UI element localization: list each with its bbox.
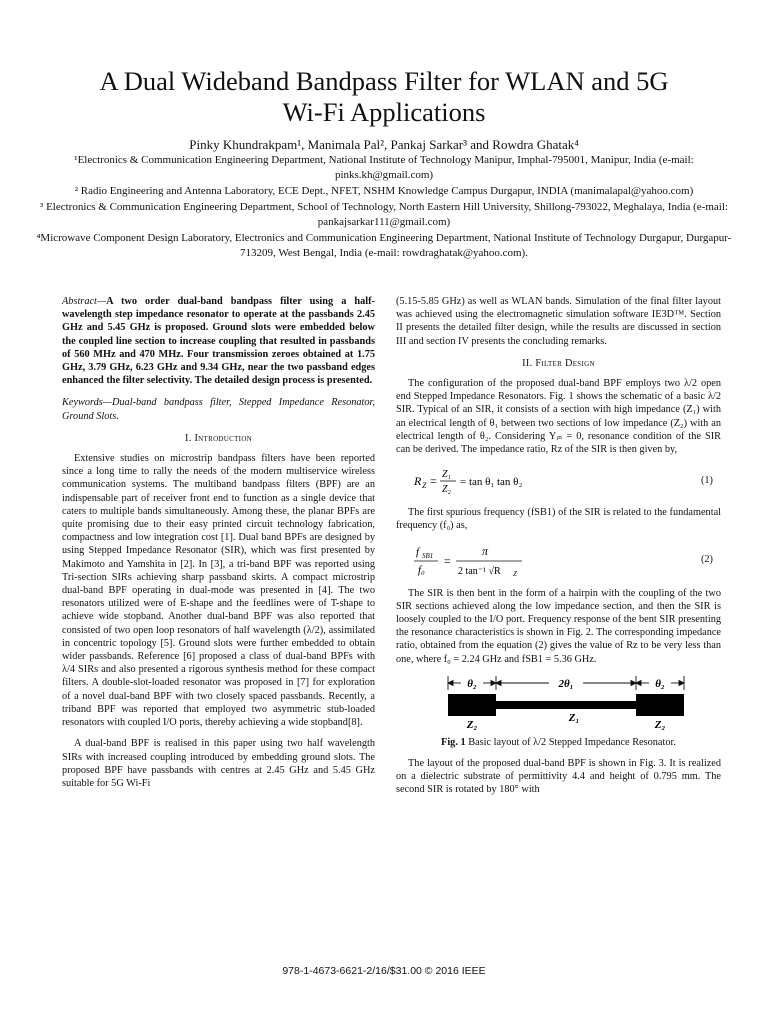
abstract-lead: Abstract— (62, 296, 107, 307)
z2-label-right: Z₂ (654, 718, 666, 730)
title-line-2: Wi-Fi Applications (282, 97, 486, 127)
right-paragraph-0: (5.15-5.85 GHz) as well as WLAN bands. Simulation of the final filter layout was achieved using the electromagnetic simulation software IE3D™. Section II presents the detailed filter design, while the results are discussed in section III and section IV presents the concluding remarks. (396, 296, 721, 347)
keywords (62, 396, 375, 422)
paper-title (30, 66, 738, 128)
abstract (62, 295, 375, 387)
section-heading-introduction: I. Introduction (184, 432, 253, 444)
z2-label-left: Z₂ (466, 718, 478, 730)
equation-1-formula (414, 466, 574, 496)
intro-paragraph-2: A dual-band BPF is realised in this paper using two half wavelength SIRs with increased coupling introduced by embedding ground slots. The proposed BPF have passbands with centres at 2.45 GHz and 5.45 GHz suitable for 5G Wi-Fi (62, 738, 375, 789)
dim-arrow (636, 680, 641, 685)
low-impedance-section-left (448, 694, 496, 716)
design-paragraph-3: The SIR is then bent in the form of a hairpin with the coupling of the two SIR sections achieved along the low impedance section, and then the SIR is loosely coupled to the I/O port. Frequency response of the bent SIR presenting the resonance characteristics is shown in Fig. 2. The corresponding impedance ratio, obtained from the equation (2) gives the value of Rz to be very less than one, where f₀ = 2.24 GHz and fSB1 = 5.36 GHz. (396, 587, 721, 665)
design-paragraph-2: The first spurious frequency (fSB1) of the SIR is related to the fundamental frequency (f₀) as, (396, 507, 721, 532)
author-list: Pinky Khundrakpam¹, Manimala Pal², Pankaj Sarkar³ and Rowdra Ghatak⁴ (189, 137, 579, 152)
section-heading-filter-design: II. Filter Design (522, 357, 595, 369)
intro-paragraph-1: Extensive studies on microstrip bandpass filters have been reported since a long time to rally the needs of the modern multiservice wireless communication systems. The multiband bandpass filters (BPF) are an indispensable part of receiver front end to function as a single device that caters to multiple bands simultaneously. Among these, the planar BPFs are quite promising due to their easy printed circuit technology fabrication, compactness and low integration cost [1]. Dual band BPFs are designed by using Stepped Impedance Resonator (SIR), which was first presented by Makimoto and Yamshita in [2]. In [3], a tri-band BPF was reported using Tri-section SIRs achieving sharp passband skirts. A compact microstrip dual-band BPF operating in dual-mode was presented in [4]. The two resonators utilized were of E-shape and the feedlines were of T-shape to achieve wide stopband. Another dual-band BPF was also reported that consisted of two open loop resonators of half wavelength (λ/2), assimilated in concentric topology [5]. Ground slots were further embedded to obtain wider passbands. Reference [6] proposed a class of dual-band BPFs with λ/4 SIRs and also presented a rigorous synthesis method for these compact filters. A double-slot-loaded resonator was proposed in [7] for exploration of a novel dual-band BPF with two closely spaced passbands. Recently, a triband BPF was reported that employed two asymmetric stub-loaded resonators with coupled I/O ports, thereby achieving a wide stopband[8]. (62, 453, 375, 729)
left-column (62, 295, 375, 790)
figure-1-caption (396, 736, 721, 749)
copyright-footer: 978-1-4673-6621-2/16/$31.00 © 2016 IEEE (282, 965, 486, 977)
figure-1-caption-text: Basic layout of λ/2 Stepped Impedance Resonator. (465, 736, 676, 748)
figure-1 (396, 674, 721, 730)
equation-1 (396, 466, 721, 496)
figure-1-caption-label: Fig. 1 (441, 736, 466, 748)
right-column (396, 295, 721, 797)
eq2-denominator-right: 2 tan⁻¹ √R (458, 565, 501, 577)
eq2-numerator-left: f (416, 545, 420, 558)
eq1-numerator: Z₁ (442, 469, 452, 481)
equation-2-formula (414, 543, 594, 577)
design-paragraph-4: The layout of the proposed dual-band BPF is shown in Fig. 3. It is realized on a dielectric substrate of permittivity 4.4 and height of 0.795 mm. The second SIR is rotated by 180° with (396, 758, 721, 796)
sir-schematic (446, 674, 686, 730)
eq2-numerator-left-sub: SB1 (422, 551, 434, 560)
dim-arrow (679, 680, 684, 685)
affiliation-1: ¹Electronics & Communication Engineering Department, National Institute of Technology Manipur, Imphal-795001, Manipur, India (e-mail: pinks.kh@gmail.com) (74, 154, 694, 181)
design-paragraph-1: The configuration of the proposed dual-band BPF employs two λ/2 open end Stepped Impedance Resonators. Fig. 1 shows the schematic of a basic λ/2 SIR. Typical of an SIR, it consists of a section with high impedance (Z₁) with an electrical length of θ₁ between two sections of low impedance (Z₂) with an electrical length of θ₂. Considering Yᵢₙ = 0, resonance condition of the SIR can be derived. The impedance ratio, Rz of the SIR is then given by, (396, 378, 721, 456)
dim-arrow (496, 680, 501, 685)
eq1-lhs: R (414, 474, 422, 489)
low-impedance-section-right (636, 694, 684, 716)
title-line-1: A Dual Wideband Bandpass Filter for WLAN and 5G (99, 66, 669, 96)
theta2-label-right: θ₂ (655, 677, 665, 690)
eq1-rhs: = tan θ₁ tan θ₂ (460, 476, 523, 489)
affiliation-3: ³ Electronics & Communication Engineering Department, School of Technology, North Eastern Hill University, Shillong-793022, Meghalaya, India (e-mail: pankajsarkar111@gmail.com) (40, 201, 728, 228)
z1-label: Z₁ (568, 711, 580, 724)
equation-2 (396, 543, 721, 577)
high-impedance-section (496, 701, 636, 709)
eq2-denominator-right-sub: Z (513, 569, 517, 577)
affiliation-2: ² Radio Engineering and Antenna Laboratory, ECE Dept., NFET, NSHM Knowledge Campus Durgapur, INDIA (manimalapal@yahoo.com) (74, 185, 694, 197)
theta1-label: 2θ₁ (558, 677, 574, 690)
eq1-denominator: Z₂ (442, 484, 452, 496)
eq1-equals: = (430, 474, 437, 489)
eq2-numerator-right: π (482, 543, 489, 558)
theta2-label-left: θ₂ (467, 677, 477, 690)
affiliation-4: ⁴Microwave Component Design Laboratory, Electronics and Communication Engineering Department, National Institute of Technology Durgapur, Durgapur-713209, West Bengal, India (e-mail: rowdraghatak@yahoo.com). (36, 232, 732, 259)
eq1-lhs-sub: Z (422, 481, 427, 491)
keywords-lead: Keywords— (62, 397, 112, 409)
eq2-equals: = (444, 553, 451, 568)
eq2-denominator-left: f₀ (418, 563, 425, 576)
dim-arrow (448, 680, 453, 685)
abstract-body: A two order dual-band bandpass filter using a half-wavelength step impedance resonator to operate at the passbands 2.45 GHz and 5.45 GHz is proposed. Ground slots were embedded below the coupled line section to increase coupling that resulted in passbands of 560 MHz and 470 MHz. Four transmission zeroes obtained at 1.75 GHz, 3.79 GHz, 6.23 GHz and 9.34 GHz, near the two passband edges enhanced the filter selectivity. The detailed design process is presented. (62, 296, 375, 387)
keywords-body: Dual-band bandpass filter, Stepped Impedance Resonator, Ground Slots. (62, 397, 375, 422)
affiliations (34, 153, 734, 262)
equation-2-number: (2) (700, 553, 713, 565)
equation-1-number: (1) (700, 475, 713, 487)
